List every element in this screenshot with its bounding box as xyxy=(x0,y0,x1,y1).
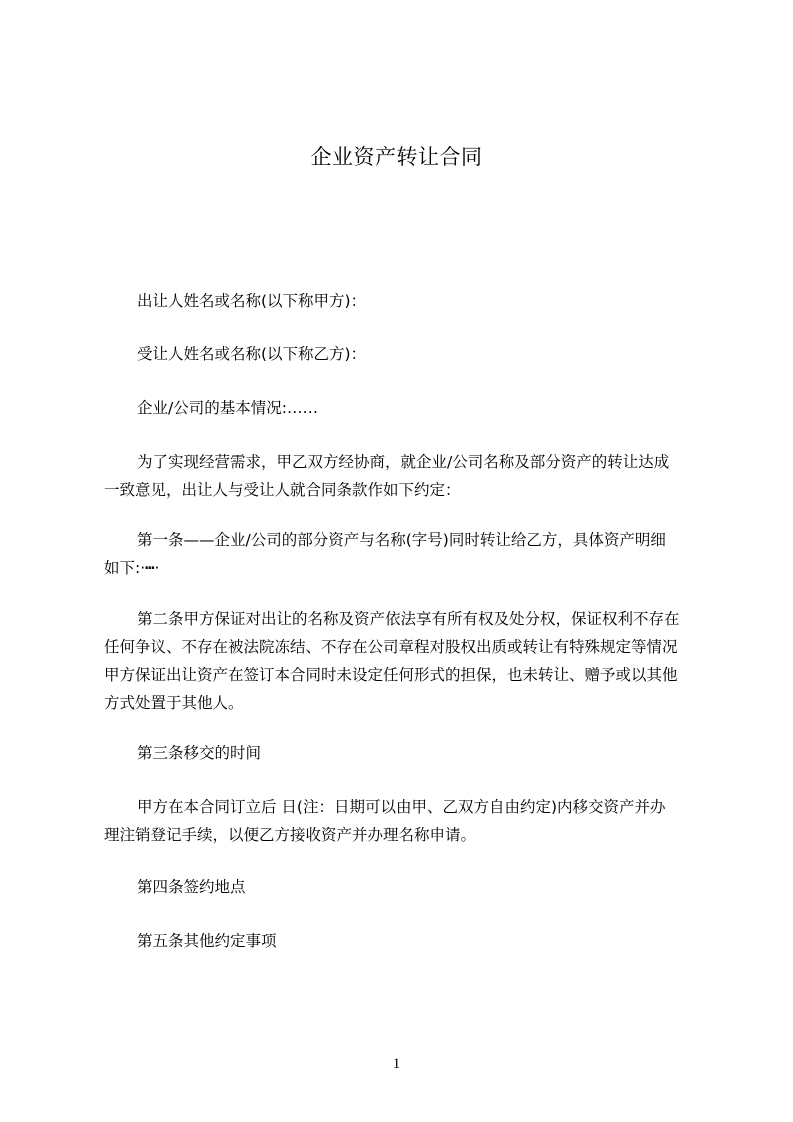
company-info-paragraph xyxy=(104,394,724,422)
preamble-paragraph xyxy=(104,448,724,504)
paragraph-line: 出让人姓名或名称(以下称甲方)： xyxy=(137,292,367,310)
page-number: 1 xyxy=(392,1056,401,1072)
paragraph-line: 任何争议、不存在被法院冻结、不存在公司章程对股权出质或转让有特殊规定等情况 xyxy=(104,638,678,656)
paragraph-line: 为了实现经营需求，甲乙双方经协商，就企业/公司名称及部分资产的转让达成 xyxy=(137,453,670,471)
seller-name-paragraph xyxy=(104,287,724,315)
paragraph-line: 甲方在本合同订立后 日(注：日期可以由甲、乙双方自由约定)内移交资产并办 xyxy=(137,798,666,816)
paragraph-line: 第四条签约地点 xyxy=(137,878,246,896)
paragraph-line: 第一条——企业/公司的部分资产与名称(字号)同时转让给乙方，具体资产明细 xyxy=(137,531,666,549)
paragraph-line: 一致意见，出让人与受让人就合同条款作如下约定： xyxy=(104,481,461,499)
paragraph-line: 第二条甲方保证对出让的名称及资产依法享有所有权及处分权，保证权利不存在 xyxy=(137,610,680,628)
buyer-name-paragraph xyxy=(104,340,724,368)
paragraph-line: 如下:·┅· xyxy=(104,559,160,577)
paragraph-line: 甲方保证出让资产在签订本合同时未设定任何形式的担保，也未转让、赠予或以其他 xyxy=(104,666,678,684)
article-three-heading xyxy=(104,739,724,767)
paragraph-line: 第五条其他约定事项 xyxy=(137,932,277,950)
paragraph-line: 受让人姓名或名称(以下称乙方)： xyxy=(137,345,367,363)
article-two-paragraph xyxy=(104,605,724,717)
article-three-paragraph xyxy=(104,793,724,849)
paragraph-line: 企业/公司的基本情况:…… xyxy=(137,399,318,417)
paragraph-line: 方式处置于其他人。 xyxy=(104,694,244,712)
article-one-paragraph xyxy=(104,526,724,582)
document-title: 企业资产转让合同 xyxy=(310,145,483,169)
article-four-heading xyxy=(104,873,724,901)
article-five-heading xyxy=(104,927,724,955)
paragraph-line: 第三条移交的时间 xyxy=(137,744,262,762)
paragraph-line: 理注销登记手续，以便乙方接收资产并办理名称申请。 xyxy=(104,826,477,844)
